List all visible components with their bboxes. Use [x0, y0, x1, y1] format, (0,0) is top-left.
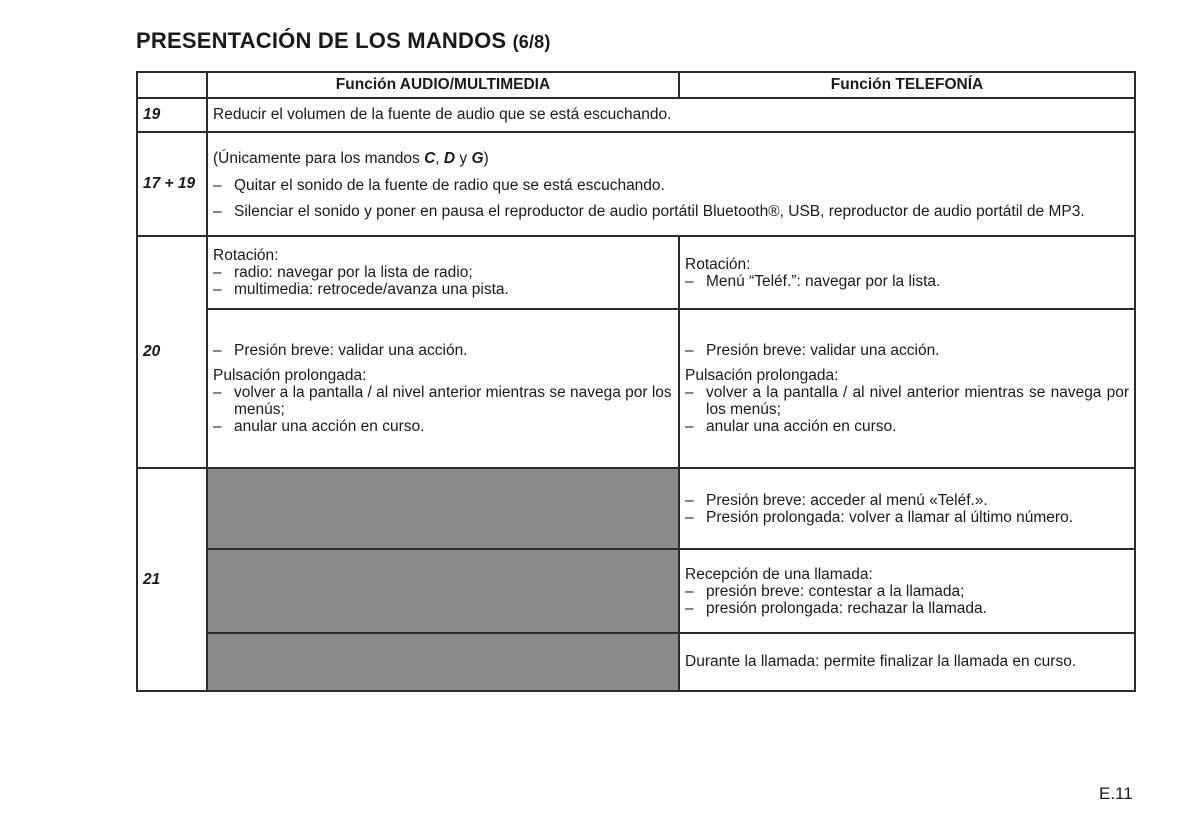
header-number [137, 72, 207, 98]
press-audio-long-title: Pulsación prolongada: [213, 367, 367, 384]
row-19-number: 19 [137, 98, 207, 132]
header-audio-multimedia: Función AUDIO/MULTIMEDIA [207, 72, 679, 98]
row-21-audio-empty-2 [207, 549, 679, 633]
row-19-text: Reducir el volumen de la fuente de audio que se está escuchando. [207, 98, 1135, 132]
table-header-row [137, 72, 1135, 98]
row-21-phone-2-item-2: – presión prolongada: rechazar la llamada. [685, 599, 987, 617]
row-21-phone-2-title: Recepción de una llamada: [685, 565, 873, 583]
row-21-phone-3 [137, 633, 1135, 691]
rotation-phone-title: Rotación: [685, 255, 751, 273]
controls-table [136, 71, 1136, 692]
row-17-19-item-2: – Silenciar el sonido y poner en pausa el reproductor de audio portátil Bluetooth®, USB, reproductor de audio portátil de MP3. [213, 202, 1085, 220]
row-21-phone-2-cell [679, 549, 1135, 633]
row-21-phone-1-item-2: – Presión prolongada: volver a llamar al último número. [685, 508, 1074, 526]
row-19 [137, 98, 1135, 132]
row-21-number: 21 [137, 468, 207, 691]
press-phone-short: – Presión breve: validar una acción. [685, 342, 940, 359]
row-17-19-intro: (Únicamente para los mandos C, D y G) [213, 149, 489, 167]
press-phone-long-title: Pulsación prolongada: [685, 367, 839, 384]
page-title [136, 28, 551, 54]
row-20-rotation-audio [207, 236, 679, 309]
row-20-rotation-phone [679, 236, 1135, 309]
row-21-phone-2 [137, 549, 1135, 633]
row-17-19 [137, 132, 1135, 236]
page-title-suffix: (6/8) [512, 32, 551, 52]
header-telefonia: Función TELEFONÍA [679, 72, 1135, 98]
row-17-19-content [207, 132, 1135, 236]
press-phone-item-2: – anular una acción en curso. [685, 418, 897, 435]
row-21-phone-1-cell [679, 468, 1135, 549]
row-21-phone-1 [137, 468, 1135, 549]
page-number: E.11 [1099, 784, 1133, 803]
row-20-rotation [137, 236, 1135, 309]
press-audio-short: – Presión breve: validar una acción. [213, 342, 468, 359]
row-21-phone-3-cell: Durante la llamada: permite finalizar la llamada en curso. [679, 633, 1135, 691]
row-20-press [137, 309, 1135, 468]
press-audio-item-2: – anular una acción en curso. [213, 418, 425, 435]
press-audio-item-1: – volver a la pantalla / al nivel anterior mientras se navega por los menús; [213, 384, 672, 418]
page-title-text: PRESENTACIÓN DE LOS MANDOS [136, 28, 507, 53]
row-17-19-item-1: – Quitar el sonido de la fuente de radio que se está escuchando. [213, 176, 665, 194]
control-g-label: G [471, 149, 484, 167]
row-20-press-phone [679, 309, 1135, 468]
rotation-audio-title: Rotación: [213, 247, 279, 264]
rotation-audio-item-2: – multimedia: retrocede/avanza una pista. [213, 281, 509, 298]
row-17-19-number: 17 + 19 [137, 132, 207, 236]
row-21-audio-empty-1 [207, 468, 679, 549]
row-20-press-audio [207, 309, 679, 468]
rotation-audio-item-1: – radio: navegar por la lista de radio; [213, 264, 473, 281]
press-phone-item-1: – volver a la pantalla / al nivel anterior mientras se navega por los menús; [685, 384, 1129, 418]
row-21-phone-2-item-1: – presión breve: contestar a la llamada; [685, 582, 965, 600]
control-c-label: C [424, 149, 436, 167]
row-21-phone-1-item-1: – Presión breve: acceder al menú «Teléf.». [685, 491, 988, 509]
rotation-phone-item-1: – Menú “Teléf.”: navegar por la lista. [685, 272, 941, 290]
control-d-label: D [443, 149, 456, 167]
row-20-number: 20 [137, 236, 207, 468]
row-21-audio-empty-3 [207, 633, 679, 691]
